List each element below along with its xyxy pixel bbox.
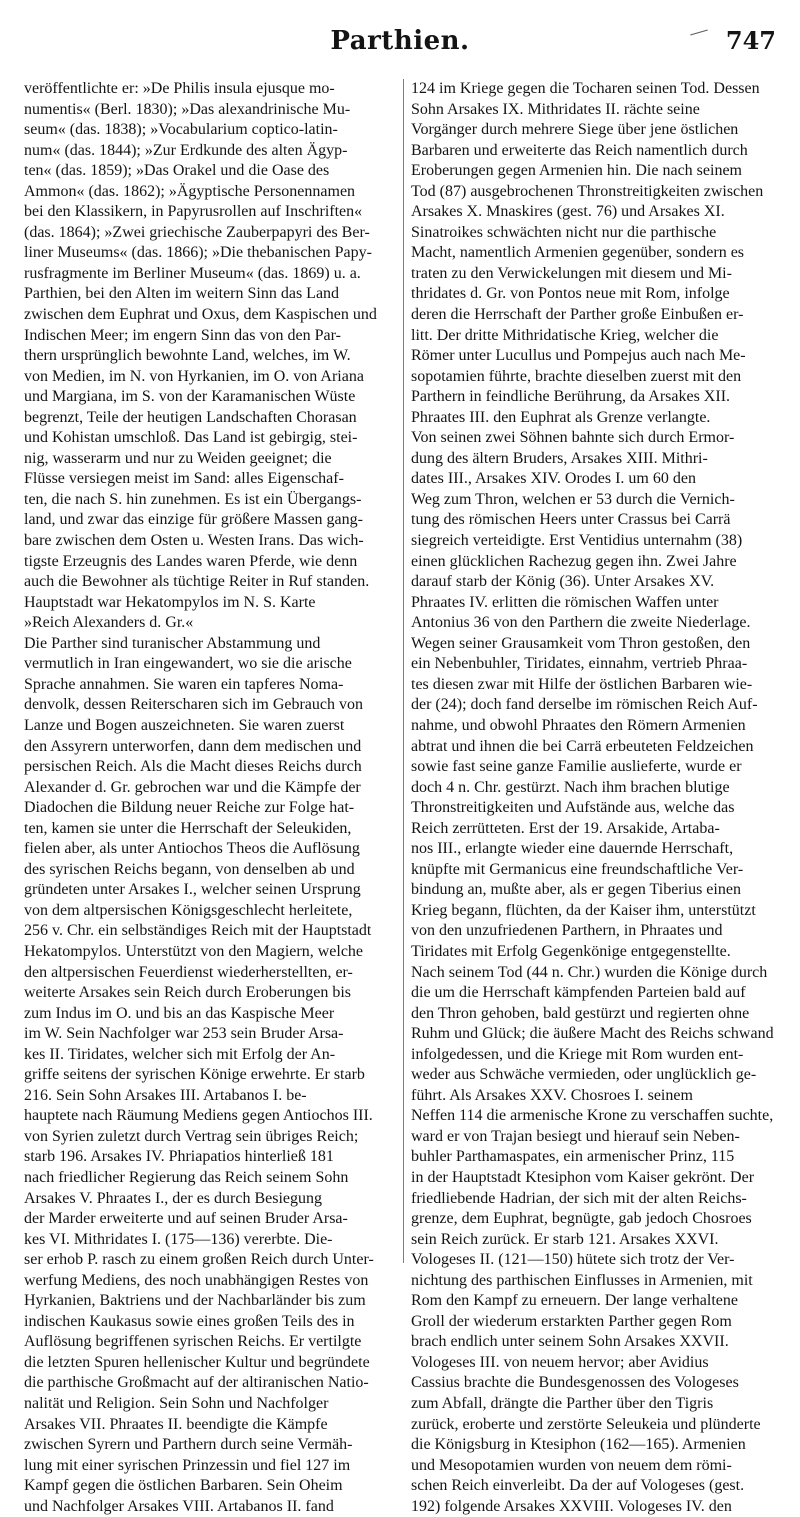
text-line: von dem altpersischen Königsgeschlecht herleitete, — [24, 901, 353, 919]
text-line: num« (das. 1844); »Zur Erdkunde des alten Ägyp- — [24, 141, 348, 159]
text-line: Eroberungen gegen Armenien hin. Die nach seinem — [411, 162, 742, 180]
text-line: zurück, eroberte und zerstörte Seleukeia und plünderte — [411, 1415, 761, 1433]
text-line: vermutlich in Iran eingewandert, wo sie die arische — [24, 655, 352, 673]
text-line: 124 im Kriege gegen die Tocharen seinen Tod. Dessen — [411, 80, 760, 97]
text-line: lung mit einer syrischen Prinzessin und fiel 127 im — [24, 1456, 351, 1474]
text-columns — [24, 79, 783, 1515]
text-line: ten, die nach S. hin zunehmen. Es ist ein Übergangs- — [24, 490, 362, 508]
text-line: die um die Herrschaft kämpfenden Parteien bald auf — [411, 984, 746, 1002]
text-line: deren die Herrschaft der Parther große Einbußen er- — [411, 306, 744, 324]
text-line: und Mesopotamien wurden von neuem dem römi- — [411, 1456, 732, 1474]
text-line: siegreich verteidigte. Erst Ventidius unternahm (38) — [411, 532, 743, 550]
text-line: Nach seinem Tod (44 n. Chr.) wurden die Könige durch — [411, 963, 768, 981]
text-line: bei den Klassikern, in Papyrusrollen auf Inschriften« — [24, 203, 363, 221]
text-line: Parthern in feindliche Berührung, da Arsakes XII. — [411, 388, 731, 406]
text-line: Hauptstadt war Hekatompylos im N. S. Karte — [24, 593, 316, 611]
text-line: infolgedessen, und die Kriege mit Rom wurden ent- — [411, 1045, 744, 1063]
text-line: die parthische Großmacht auf der altiranischen Natio- — [24, 1374, 369, 1392]
text-line: weder aus Schwäche vermieden, oder unglücklich ge- — [411, 1066, 757, 1084]
text-line: nahme, und obwohl Phraates den Römern Armenien — [411, 716, 746, 734]
text-line: sowie fast seine ganze Familie auslieferte, wurde er — [411, 758, 742, 776]
text-line: nig, wasserarm und nur zu Weiden geeignet; die — [24, 449, 332, 467]
text-line: Phraates IV. erlitten die römischen Waffen unter — [411, 593, 719, 611]
text-line: von Syrien zuletzt durch Vertrag sein übriges Reich; — [24, 1127, 359, 1145]
text-line: Die Parther sind turanischer Abstammung und — [24, 634, 321, 652]
text-line: Sinatroikes schwächten nicht nur die parthische — [411, 223, 717, 241]
text-line: bare zwischen dem Osten u. Westen Irans. Das wich- — [24, 532, 364, 550]
right-column — [411, 79, 783, 1515]
text-line: von den unzufriedenen Parthern, in Phraates und — [411, 922, 723, 940]
text-line: gründeten unter Arsakes I., welcher seinen Ursprung — [24, 881, 361, 899]
text-line: Kampf gegen die östlichen Barbaren. Sein Oheim — [24, 1477, 343, 1495]
text-line: Antonius 36 von den Parthern die zweite Niederlage. — [411, 614, 751, 632]
text-line: Thronstreitigkeiten und Aufstände aus, welche das — [411, 799, 735, 817]
text-line: starb 196. Arsakes IV. Phriapatios hinterließ 181 — [24, 1148, 334, 1166]
text-line: Arsakes X. Mnaskires (gest. 76) und Arsakes XI. — [411, 203, 725, 221]
text-line: Ruhm und Glück; die äußere Macht des Reichs schwand — [411, 1025, 774, 1043]
text-line: numentis« (Berl. 1830); »Das alexandrinische Mu- — [24, 100, 351, 118]
text-line: Hyrkanien, Baktriens und der Nachbarländer bis zum — [24, 1292, 366, 1310]
text-line: in der Hauptstadt Ktesiphon vom Kaiser gekrönt. Der — [411, 1168, 755, 1186]
text-line: griffe seitens der syrischen Könige erwehrte. Er starb — [24, 1066, 365, 1084]
text-line: abtrat und ihnen die bei Carrä erbeuteten Feldzeichen — [411, 737, 754, 755]
text-line: nach friedlicher Regierung das Reich seinem Sohn — [24, 1168, 349, 1186]
page-header — [24, 10, 776, 58]
text-line: und Kohistan umschloß. Das Land ist gebirgig, stei- — [24, 429, 358, 447]
text-line: 256 v. Chr. ein selbständiges Reich mit der Hauptstadt — [24, 922, 372, 940]
text-line: Arsakes V. Phraates I., der es durch Besiegung — [24, 1189, 323, 1207]
text-line: Ammon« (das. 1862); »Ägyptische Personennamen — [24, 182, 356, 200]
text-line: bindung an, mußte aber, als er gegen Tiberius einen — [411, 881, 741, 899]
text-line: Groll der wiederum erstarkten Parther gegen Rom — [411, 1312, 732, 1330]
text-line: begrenzt, Teile der heutigen Landschaften Chorasan — [24, 408, 357, 426]
text-line: auch die Bewohner als tüchtige Reiter in Ruf standen. — [24, 573, 370, 591]
text-line: (das. 1864); »Zwei griechische Zauberpapyri des Ber- — [24, 223, 370, 241]
text-line: denvolk, dessen Reiterscharen sich im Gebrauch von — [24, 696, 364, 714]
text-line: einen glücklichen Rachezug gegen ihn. Zwei Jahre — [411, 552, 737, 570]
text-line: buhler Parthamaspates, ein armenischer Prinz, 115 — [411, 1148, 735, 1166]
text-line: kes VI. Mithridates I. (175—136) vererbte. Die- — [24, 1230, 333, 1248]
text-line: litt. Der dritte Mithridatische Krieg, welcher die — [411, 326, 719, 344]
text-line: führt. Als Arsakes XXV. Chosroes I. seinem — [411, 1086, 693, 1104]
left-column — [24, 79, 396, 1515]
text-line: Sohn Arsakes IX. Mithridates II. rächte seine — [411, 100, 700, 118]
text-line: der Marder erweiterte und auf seinen Bruder Arsa- — [24, 1210, 348, 1228]
text-line: friedliebende Hadrian, der sich mit der alten Reichs- — [411, 1189, 747, 1207]
text-line: Wegen seiner Grausamkeit vom Thron gestoßen, den — [411, 634, 751, 652]
text-line: Vorgänger durch mehrere Siege über jene östlichen — [411, 121, 739, 139]
text-line: Hekatompylos. Unterstützt von den Magiern, welche — [24, 942, 364, 960]
text-line: zwischen dem Euphrat und Oxus, dem Kaspischen und — [24, 306, 377, 324]
text-line: ser erhob P. rasch zu einem großen Reich durch Unter- — [24, 1251, 374, 1269]
text-line: tigste Erzeugnis des Landes waren Pferde, wie denn — [24, 552, 358, 570]
text-line: und Nachfolger Arsakes VIII. Artabanos II. fand — [24, 1497, 334, 1515]
text-line: Reich zerrütteten. Erst der 19. Arsakide, Artaba- — [411, 819, 720, 837]
text-line: die letzten Spuren hellenischer Kultur und begründete — [24, 1353, 370, 1371]
text-line: brach endlich unter seinem Sohn Arsakes XXVII. — [411, 1333, 729, 1351]
text-line: nalität und Religion. Sein Sohn und Nachfolger — [24, 1395, 329, 1412]
text-line: land, und zwar das einzige für größere Massen gang- — [24, 511, 363, 529]
text-line: sein Reich zurück. Er starb 121. Arsakes XXVI. — [411, 1230, 719, 1248]
text-line: »Reich Alexanders d. Gr.« — [24, 614, 194, 632]
text-line: Phraates III. den Euphrat als Grenze verlangte. — [411, 408, 711, 426]
text-line: den altpersischen Feuerdienst wiederherstellten, er- — [24, 963, 353, 981]
text-line: Auflösung begriffenen syrischen Reichs. Er vertilgte — [24, 1333, 362, 1351]
text-line: werfung Mediens, des noch unabhängigen Restes von — [24, 1271, 369, 1289]
text-line: knüpfte mit Germanicus eine freundschaftliche Ver- — [411, 860, 744, 878]
text-line: zwischen Syrern und Parthern durch seine Vermäh- — [24, 1436, 353, 1454]
text-line: tes diesen zwar mit Hilfe der östlichen Barbaren wie- — [411, 675, 753, 693]
text-line: dung des ältern Bruders, Arsakes XIII. Mithri- — [411, 449, 708, 467]
text-line: darauf starb der König (36). Unter Arsakes XV. — [411, 573, 715, 591]
text-line: Rom den Kampf zu erneuern. Der lange verhaltene — [411, 1292, 738, 1310]
text-line: schen Reich einverleibt. Da der auf Vologeses (gest. — [411, 1477, 745, 1495]
text-line: fielen aber, als unter Antiochos Theos die Auflösung — [24, 840, 360, 858]
text-line: traten zu den Verwickelungen mit diesem und Mi- — [411, 264, 732, 282]
text-line: von Medien, im N. von Hyrkanien, im O. von Ariana — [24, 367, 364, 385]
text-line: Flüsse versiegen meist im Sand: alles Eigenschaf- — [24, 470, 344, 488]
text-line: Indischen Meer; im engern Sinn das von den Par- — [24, 326, 341, 344]
text-line: ein Nebenbuhler, Tiridates, einnahm, vertrieb Phraa- — [411, 655, 748, 673]
text-line: thridates d. Gr. von Pontos neue mit Rom, infolge — [411, 285, 730, 303]
text-line: Vologeses II. (121—150) hütete sich trotz der Ver- — [411, 1251, 735, 1269]
text-line: persischen Reich. Als die Macht dieses Reichs durch — [24, 758, 362, 776]
text-line: indischen Kaukasus sowie eines großen Teils des in — [24, 1312, 355, 1330]
text-line: Diadochen die Bildung neuer Reiche zur Folge hat- — [24, 799, 355, 817]
text-line: Tod (87) ausgebrochenen Thronstreitigkeiten zwischen — [411, 182, 764, 200]
text-line: Lanze und Bogen auszeichneten. Sie waren zuerst — [24, 716, 345, 734]
text-line: Barbaren und erweiterte das Reich namentlich durch — [411, 141, 748, 159]
text-line: sopotamien führte, brachte dieselben zuerst mit den — [411, 367, 742, 385]
text-line: im W. Sein Nachfolger war 253 sein Bruder Arsa- — [24, 1025, 344, 1043]
text-line: Macht, namentlich Armenien gegenüber, sondern es — [411, 244, 745, 262]
text-line: seum« (das. 1838); »Vocabularium coptico-latin- — [24, 121, 338, 139]
text-line: der (24); doch fand derselbe im römischen Reich Auf- — [411, 696, 758, 714]
text-line: hauptete nach Räumung Mediens gegen Antiochos III. — [24, 1107, 373, 1125]
text-line: dates III., Arsakes XIV. Orodes I. um 60 den — [411, 470, 696, 488]
text-line: veröffentlichte er: »De Philis insula ejusque mo- — [24, 80, 335, 97]
text-line: ten« (das. 1859); »Das Orakel und die Oase des — [24, 162, 330, 180]
text-line: nichtung des parthischen Einflusses in Armenien, mit — [411, 1271, 753, 1289]
text-line: Krieg begann, flüchten, da der Kaiser ihm, unterstützt — [411, 901, 756, 919]
text-line: Vologeses III. von neuem hervor; aber Avidius — [411, 1353, 709, 1371]
text-line: Neffen 114 die armenische Krone zu verschaffen suchte, — [411, 1107, 774, 1125]
text-line: 216. Sein Sohn Arsakes III. Artabanos I. be- — [24, 1086, 307, 1104]
text-line: Römer unter Lucullus und Pompejus auch nach Me- — [411, 347, 746, 365]
text-line: Cassius brachte die Bundesgenossen des Vologeses — [411, 1374, 739, 1392]
text-line: die Königsburg in Ktesiphon (162—165). Armenien — [411, 1436, 746, 1454]
text-line: Von seinen zwei Söhnen bahnte sich durch Ermor- — [411, 429, 735, 447]
text-line: weiterte Arsakes sein Reich durch Eroberungen bis — [24, 984, 352, 1002]
text-line: kes II. Tiridates, welcher sich mit Erfolg der An- — [24, 1045, 336, 1063]
text-line: 192) folgende Arsakes XXVIII. Vologeses IV. den — [411, 1497, 732, 1515]
text-line: des syrischen Reichs begann, von denselben ab und — [24, 860, 355, 878]
text-line: grenze, dem Euphrat, begnügte, gab jedoch Chosroes — [411, 1210, 752, 1228]
text-line: liner Museums« (das. 1866); »Die thebanischen Papy- — [24, 244, 372, 262]
text-line: nos III., erlangte wieder eine dauernde Herrschaft, — [411, 840, 734, 858]
text-line: Parthien, bei den Alten im weitern Sinn das Land — [24, 285, 340, 303]
text-line: doch 4 n. Chr. gestürzt. Nach ihm brachen blutige — [411, 778, 730, 796]
text-line: ten, kamen sie unter die Herrschaft der Seleukiden, — [24, 819, 352, 837]
text-line: ward er von Trajan besiegt und hierauf sein Neben- — [411, 1127, 740, 1145]
column-divider — [403, 79, 404, 1263]
text-line: Arsakes VII. Phraates II. beendigte die Kämpfe — [24, 1415, 328, 1433]
text-line: Tiridates mit Erfolg Gegenkönige entgegenstellte. — [411, 942, 731, 960]
text-line: zum Abfall, drängte die Parther über den Tigris — [411, 1395, 714, 1412]
text-line: tung des römischen Heers unter Crassus bei Carrä — [411, 511, 731, 529]
text-line: und Margiana, im S. von der Karamanischen Wüste — [24, 388, 356, 406]
text-line: thern ursprünglich bewohnte Land, welches, im W. — [24, 347, 351, 365]
text-line: den Assyrern unterworfen, dann dem medischen und — [24, 737, 362, 755]
text-line: den Thron gehoben, bald gestürzt und regierten ohne — [411, 1004, 750, 1022]
text-line: Alexander d. Gr. gebrochen war und die Kämpfe der — [24, 778, 361, 796]
text-line: Sprache annahmen. Sie waren ein tapferes Noma- — [24, 675, 344, 693]
running-head-title: Parthien. — [330, 26, 470, 56]
text-line: zum Indus im O. und bis an das Kaspische Meer — [24, 1004, 335, 1022]
text-line: Weg zum Thron, welchen er 53 durch die Vernich- — [411, 490, 735, 508]
text-line: rusfragmente im Berliner Museum« (das. 1869) u. a. — [24, 264, 361, 282]
page-number: 747 — [725, 26, 776, 55]
